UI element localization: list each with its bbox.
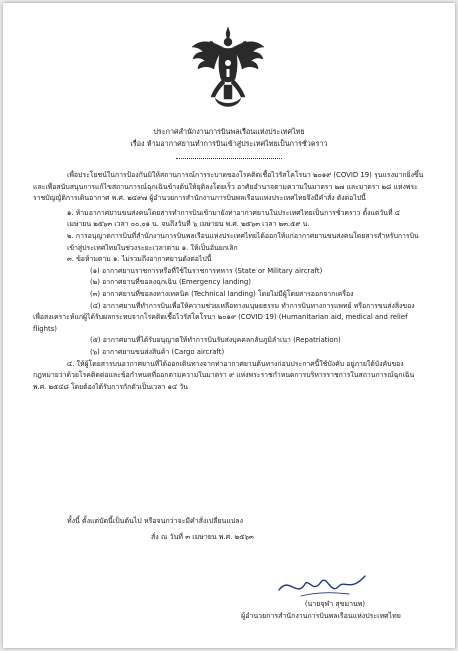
effective-statement: ทั้งนี้ ตั้งแต่บัดนี้เป็นต้นไป หรือจนกว่าจะมีคำสั่งเปลี่ยนแปลง bbox=[67, 517, 243, 525]
order-date: สั่ง ณ วันที่ ๓ เมษายน พ.ศ. ๒๕๖๓ bbox=[151, 533, 254, 541]
announcement-title bbox=[3, 126, 455, 150]
issuer-heading: ประกาศสำนักงานการบินพลเรือนแห่งประเทศไทย bbox=[153, 127, 305, 136]
signatory-position: ผู้อำนวยการสำนักงานการบินพลเรือนแห่งประเทศไทย bbox=[241, 612, 401, 620]
title-divider bbox=[176, 158, 282, 159]
garuda-emblem-icon bbox=[189, 25, 267, 109]
exemption-item-5: (๕) อากาศยานที่ได้รับอนุญาตให้ทำการบินรับส่งบุคคลกลับภูมิลำเนา (Repatriation) bbox=[90, 336, 341, 345]
exemption-item-6: (๖) อากาศยานขนส่งสินค้า (Cargo aircraft) bbox=[90, 347, 225, 356]
preamble-paragraph: เพื่อประโยชน์ในการป้องกันมิให้สถานการณ์การระบาดของโรคติดเชื้อไวรัสโคโรนา ๒๐๑๙ (COVID 19) รุนแรงมากยิ่งขึ้น และเพื่อสนับสนุนการแก้ไขสถานการณ์ฉุกเฉินข้างต้นให้ยุติลงโดยเร็ว อาศัยอำนาจตามความในมาตรา ๒๗ และมาตรา ๒๘ แห่งพระราชบัญญัติการเดินอากาศ พ.ศ. ๒๔๙๗ ผู้อำนวยการสำนักงานการบินพลเรือนแห่งประเทศไทยจึงมีคำสั่ง ดังต่อไปนี้ bbox=[33, 171, 424, 203]
exemption-item-4: (๔) อากาศยานที่ทำการบินเพื่อให้ความช่วยเหลือทางมนุษยธรรม ทำการบินทางการแพทย์ หรือการขนส่งสิ่งของเพื่อสงเคราะห์แก่ผู้ได้รับผลกระทบจากโรคติดเชื้อไวรัสโคโรนา ๒๐๑๙ (COVID 19) (Humanitarian aid, medical and relief flights) bbox=[33, 301, 415, 333]
clause-3: ๓. ข้อห้ามตาม ๑. ไม่รวมถึงอากาศยานดังต่อไปนี้ bbox=[67, 255, 212, 264]
subject-heading: เรื่อง ห้ามอากาศยานทำการบินเข้าสู่ประเทศไทยเป็นการชั่วคราว bbox=[130, 139, 328, 148]
signatory-name: (นายจุฬา สุขมานพ) bbox=[304, 600, 366, 608]
exemption-item-2: (๒) อากาศยานที่ขอลงฉุกเฉิน (Emergency landing) bbox=[90, 278, 251, 287]
exemption-item-1: (๑) อากาศยานราชการหรือที่ใช้ในราชการทหาร (State or Military aircraft) bbox=[90, 266, 323, 275]
signatory-block bbox=[235, 598, 435, 622]
exemption-item-3: (๓) อากาศยานที่ขอลงทางเทคนิค (Technical landing) โดยไม่มีผู้โดยสารออกจากเครื่อง bbox=[90, 289, 354, 298]
clause-1: ๑. ห้ามอากาศยานขนส่งคนโดยสารทำการบินเข้ามายังท่าอากาศยานในประเทศไทยเป็นการชั่วคราว ตั้งแต่วันที่ ๔ เมษายน ๒๕๖๓ เวลา ๐๐.๐๑ น. จนถึงวันที่ ๖ เมษายน พ.ศ. ๒๕๖๓ เวลา ๒๓.๕๙ น. bbox=[67, 208, 400, 229]
announcement-body bbox=[33, 170, 425, 393]
document-page bbox=[3, 3, 455, 648]
clause-2: ๒. การอนุญาตการบินที่สำนักงานการบินพลเรือนแห่งประเทศไทยได้ออกให้แก่อากาศยานขนส่งคนโดยสารสำหรับการบินเข้าสู่ประเทศไทยในช่วงระยะเวลาตาม ๑. ให้เป็นอันยกเลิก bbox=[67, 231, 419, 252]
clause-4: ๔. ให้ผู้โดยสารบนอากาศยานที่ได้ออกเดินทางจากท่าอากาศยานต้นทางก่อนประกาศนี้ใช้บังคับ อยู่ภายใต้บังคับของกฎหมายว่าด้วยโรคติดต่อและข้อกำหนดที่ออกตามความในมาตรา ๙ แห่งพระราชกำหนดการบริหารราชการในสถานการณ์ฉุกเฉิน พ.ศ. ๒๕๔๘ โดยต้องได้รับการกักตัวเป็นเวลา ๑๔ วัน bbox=[33, 359, 415, 391]
closing-block bbox=[33, 515, 425, 543]
